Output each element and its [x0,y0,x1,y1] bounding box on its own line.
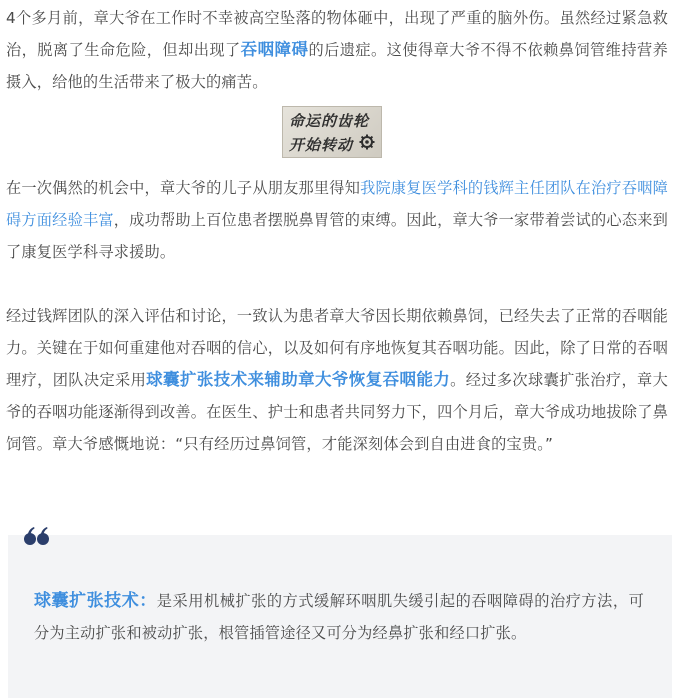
p3-text-b: 。经过多次球囊扩张治疗，章大爷的吞咽功能逐渐得到改善。在医生、护士和患者共同努力下，四个月后，章大爷成功地拔除了鼻饲管。章大爷感慨地说：“只有经历过鼻饲管，才能深刻体会到自由进食的宝贵。” [6,371,668,453]
callout-term: 球囊扩张技术： [34,591,157,611]
p1-text-b: 的后遗症。这使得章大爷不得不依赖鼻饲管维持营养摄入，给他的生活带来了极大的痛苦。 [6,41,668,91]
p1-text-a: 4个多月前，章大爷在工作时不幸被高空坠落的物体砸中，出现了严重的脑外伤。虽然经过紧急救治，脱离了生命危险，但却出现了 [6,9,668,59]
callout-definition: 是采用机械扩张的方式缓解环咽肌失缓引起的吞咽障碍的治疗方法，可分为主动扩张和被动扩张，根管插管途径又可分为经鼻扩张和经口扩张。 [34,592,644,642]
sticker-line-2: 开始转动 [289,136,354,154]
sticker-line-1: 命运的齿轮 [289,112,370,130]
p2-text-a: 在一次偶然的机会中，章大爷的儿子从朋友那里得知 [6,179,361,197]
p1-highlight: 吞咽障碍 [240,40,309,59]
p3-text-a: 经过钱辉团队的深入评估和讨论，一致认为患者章大爷因长期依赖鼻饲，已经失去了正常的吞咽能力。关键在于如何重建他对吞咽的信心，以及如何有序地恢复其吞咽功能。因此，除了日常的吞咽理疗，团队决定采用 [6,307,668,389]
callout-text [34,585,644,649]
paragraph-referral [6,172,668,268]
p2-text-b: ，成功帮助上百位患者摆脱鼻胃管的束缚。因此，章大爷一家带着尝试的心态来到了康复医学科寻求援助。 [6,211,669,261]
paragraph-treatment [6,300,668,460]
gear-icon [359,134,375,150]
quote-mark-icon [22,525,52,547]
p2-highlight: 我院康复医学科的钱辉主任团队在治疗吞咽障碍方面经验丰富 [6,179,668,229]
gear-of-fate-sticker [282,106,382,158]
p3-highlight: 球囊扩张技术来辅助章大爷恢复吞咽能力 [146,370,451,389]
paragraph-injury [6,2,668,98]
